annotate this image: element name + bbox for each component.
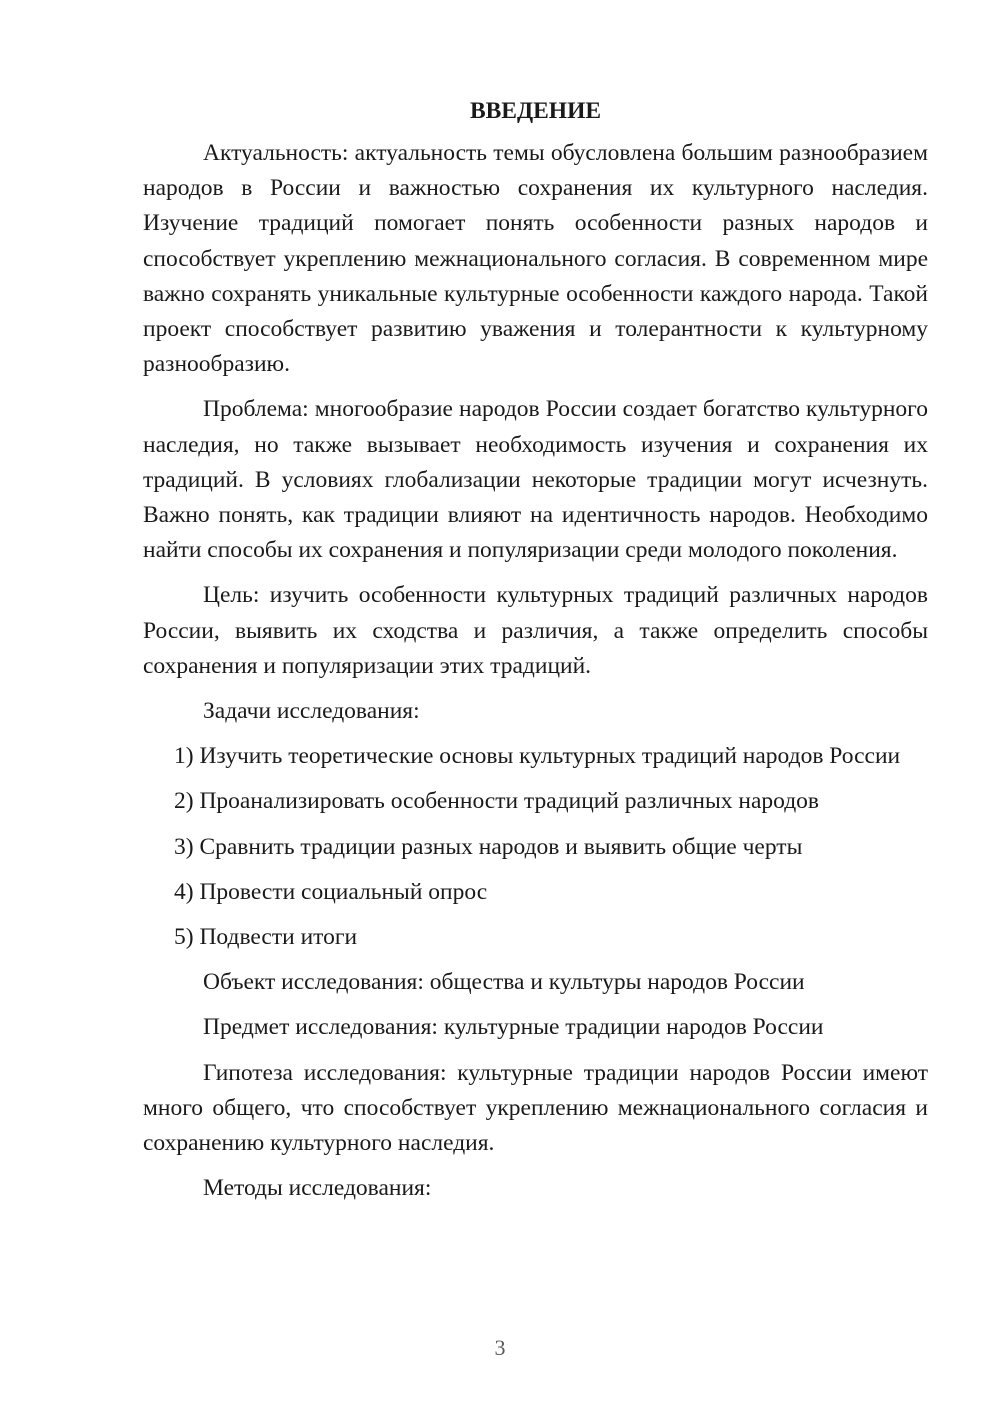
object-paragraph: Объект исследования: общества и культуры народов России	[203, 969, 805, 996]
methods-heading: Методы исследования:	[203, 1175, 432, 1202]
subject-paragraph: Предмет исследования: культурные традиции народов России	[203, 1014, 824, 1041]
relevance-paragraph: Актуальность: актуальность темы обусловлена большим разнообразием народов в России и важностью сохранения их культурного наследия. Изучение традиций помогает понять особенности разных народов и способствует укреплению межнационального согласия. В современном мире важно сохранять уникальные культурные особенности каждого народа. Такой проект способствует развитию уважения и толерантности к культурному разнообразию.	[143, 140, 928, 378]
task-item-4: 4) Провести социальный опрос	[174, 878, 488, 905]
task-item-3: 3) Сравнить традиции разных народов и выявить общие черты	[174, 833, 803, 860]
goal-paragraph: Цель: изучить особенности культурных традиций различных народов России, выявить их сходства и различия, а также определить способы сохранения и популяризации этих традиций.	[143, 582, 928, 679]
tasks-heading: Задачи исследования:	[203, 698, 420, 725]
task-item-5: 5) Подвести итоги	[174, 924, 358, 951]
page-number: 3	[494, 1335, 506, 1360]
hypothesis-paragraph: Гипотеза исследования: культурные традиции народов России имеют много общего, что способствует укреплению межнационального согласия и сохранению культурного наследия.	[143, 1059, 928, 1157]
task-item-2: 2) Проанализировать особенности традиций различных народов	[174, 788, 820, 815]
document-page	[143, 96, 928, 1216]
task-item-1: 1) Изучить теоретические основы культурных традиций народов России	[174, 743, 901, 770]
problem-paragraph: Проблема: многообразие народов России создает богатство культурного наследия, но также вызывает необходимость изучения и сохранения их традиций. В условиях глобализации некоторые традиции могут исчезнуть. Важно понять, как традиции влияют на идентичность народов. Необходимо найти способы их сохранения и популяризации среди молодого поколения.	[143, 396, 928, 564]
document-title: ВВЕДЕНИЕ	[469, 98, 602, 124]
